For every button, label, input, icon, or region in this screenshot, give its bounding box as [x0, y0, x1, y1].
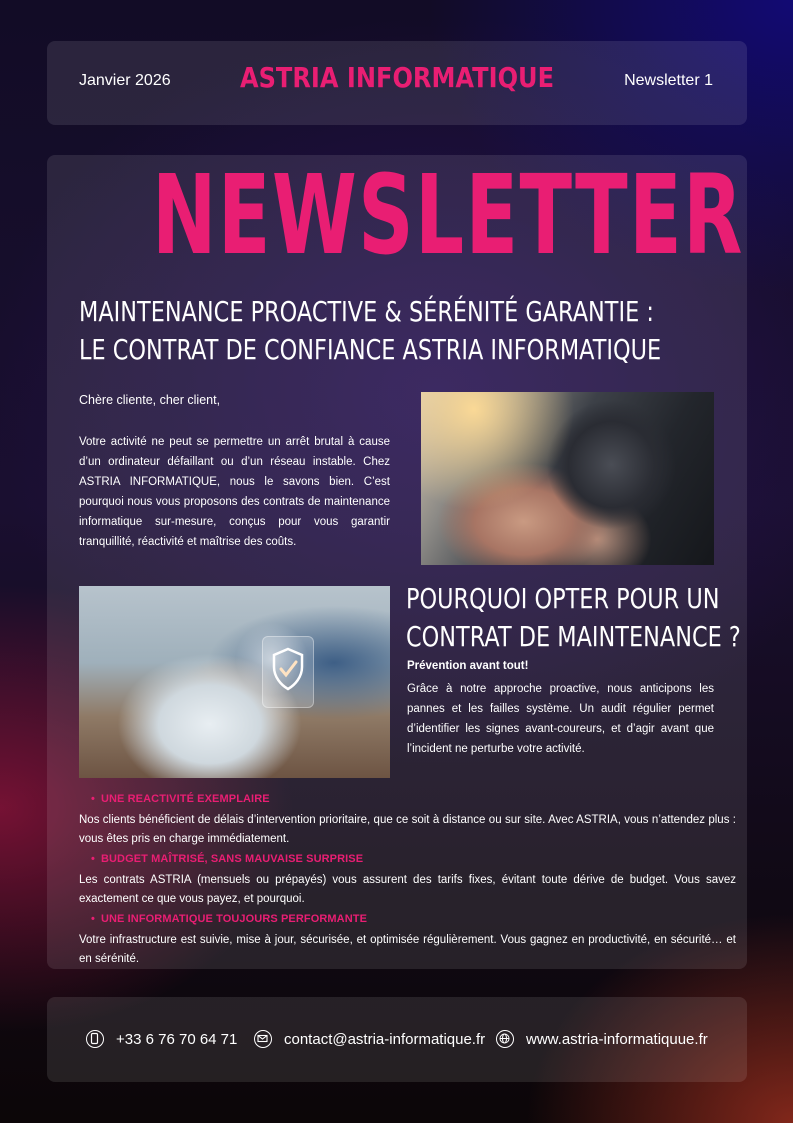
main-content — [47, 155, 747, 969]
contact-website[interactable] — [496, 1030, 708, 1048]
mail-icon — [254, 1030, 272, 1048]
contact-email[interactable] — [254, 1030, 485, 1048]
issue-number: Newsletter 1 — [624, 72, 713, 89]
headline-line-2: LE CONTRAT DE CONFIANCE ASTRIA INFORMATIQUE — [79, 333, 662, 366]
contact-phone[interactable] — [86, 1030, 237, 1048]
bullet-title-performance: • UNE INFORMATIQUE TOUJOURS PERFORMANTE — [91, 913, 368, 925]
security-photo — [79, 586, 390, 778]
newsletter-title: NEWSLETTER — [152, 155, 744, 279]
technician-photo — [421, 392, 714, 565]
website-url: www.astria-informatiquue.fr — [526, 1030, 708, 1048]
why-title-line-1: POURQUOI OPTER POUR UN — [406, 582, 720, 615]
why-title — [406, 580, 741, 656]
bullet-title-reactivity: • UNE REACTIVITÉ EXEMPLAIRE — [91, 793, 270, 805]
headline-line-1: MAINTENANCE PROACTIVE & SÉRÉNITÉ GARANTIE : — [79, 295, 654, 328]
intro-paragraph: Votre activité ne peut se permettre un arrêt brutal à cause d’un ordinateur défaillant ou d’un réseau instable. Chez ASTRIA INFORMATIQUE, nous le savons bien. C’est pourquoi nous vous proposons des contrats de maintenance informatique sur-mesure, conçus pour vous garantir tranquillité, réactivité et maîtrise des coûts. — [79, 436, 390, 548]
issue-date: Janvier 2026 — [79, 72, 171, 89]
headline — [79, 293, 661, 369]
greeting: Chère cliente, cher client, — [79, 393, 221, 407]
bullet-title-budget: • BUDGET MAÎTRISÉ, SANS MAUVAISE SURPRISE — [91, 853, 364, 865]
prevention-paragraph: Grâce à notre approche proactive, nous anticipons les pannes et les failles système. Un audit régulier permet d’identifier les signes avant-coureurs, et d’agir avant que l’incident ne perturbe votre activité. — [407, 683, 714, 755]
bullet-text-budget: Les contrats ASTRIA (mensuels ou prépayés) vous assurent des tarifs fixes, évitant toute dérive de budget. Vous savez exactement ce que vous payez, et pourquoi. — [79, 874, 736, 905]
brand-name: ASTRIA INFORMATIQUE — [239, 61, 555, 94]
bullet-text-reactivity: Nos clients bénéficient de délais d’intervention prioritaire, que ce soit à distance ou sur site. Avec ASTRIA, vous n’attendez plus : vous êtes pris en charge immédiatement. — [79, 814, 736, 845]
prevention-title: Prévention avant tout! — [407, 660, 529, 672]
header-bar — [47, 41, 747, 125]
footer-bar — [47, 997, 747, 1082]
globe-icon — [496, 1030, 514, 1048]
bullet-text-performance: Votre infrastructure est suivie, mise à jour, sécurisée, et optimisée régulièrement. Vous gagnez en productivité, en sécurité… et en sérénité. — [79, 934, 736, 965]
shield-check-icon — [262, 636, 314, 708]
phone-number: +33 6 76 70 64 71 — [116, 1030, 238, 1048]
email-address: contact@astria-informatique.fr — [284, 1030, 486, 1048]
phone-icon — [86, 1030, 104, 1048]
why-title-line-2: CONTRAT DE MAINTENANCE ? — [406, 620, 741, 653]
